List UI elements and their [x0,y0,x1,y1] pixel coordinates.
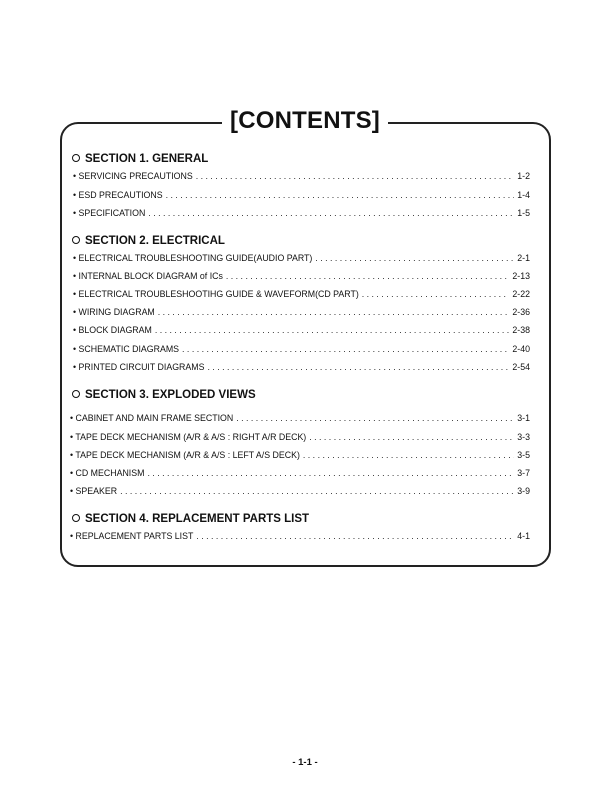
circle-bullet-icon [72,154,80,162]
toc-entry: • TAPE DECK MECHANISM (A/R & A/S : RIGHT A/R DECK) . . . 3-3 [70,432,530,443]
circle-bullet-icon [72,514,80,522]
circle-bullet-icon [72,390,80,398]
toc-entry: • PRINTED CIRCUIT DIAGRAMS . . . 2-54 [73,362,530,373]
toc-entry: • SCHEMATIC DIAGRAMS . . . 2-40 [73,344,530,355]
toc-entry: • CABINET AND MAIN FRAME SECTION . . . 3-1 [70,413,530,424]
page-title: [CONTENTS] [0,106,610,136]
section-heading-replacement-parts: SECTION 4. REPLACEMENT PARTS LIST [72,512,309,526]
toc-entry: • REPLACEMENT PARTS LIST . . . 4-1 [70,531,530,542]
toc-entry: • SPEAKER . . . 3-9 [70,486,530,497]
toc-entry: • SERVICING PRECAUTIONS . . . 1-2 [73,171,530,182]
toc-entry: • SPECIFICATION . . . 1-5 [73,208,530,219]
toc-entry: • TAPE DECK MECHANISM (A/R & A/S : LEFT A/S DECK) . . . 3-5 [70,450,530,461]
toc-entry: • CD MECHANISM . . . 3-7 [70,468,530,479]
toc-entry: • ESD PRECAUTIONS . . . 1-4 [73,190,530,201]
circle-bullet-icon [72,236,80,244]
page-number: - 1-1 - [292,757,318,768]
section-heading-exploded-views: SECTION 3. EXPLODED VIEWS [72,388,256,402]
toc-entry: • WIRING DIAGRAM . . . 2-36 [73,307,530,318]
section-heading-general: SECTION 1. GENERAL [72,152,208,166]
toc-entry: • INTERNAL BLOCK DIAGRAM of ICs . . . 2-13 [73,271,530,282]
section-heading-electrical: SECTION 2. ELECTRICAL [72,234,225,248]
toc-entry: • BLOCK DIAGRAM . . . 2-38 [73,325,530,336]
toc-entry: • ELECTRICAL TROUBLESHOOTING GUIDE(AUDIO PART) . . . 2-1 [73,253,530,264]
toc-entry: • ELECTRICAL TROUBLESHOOTIHG GUIDE & WAVEFORM(CD PART) . . . 2-22 [73,289,530,300]
